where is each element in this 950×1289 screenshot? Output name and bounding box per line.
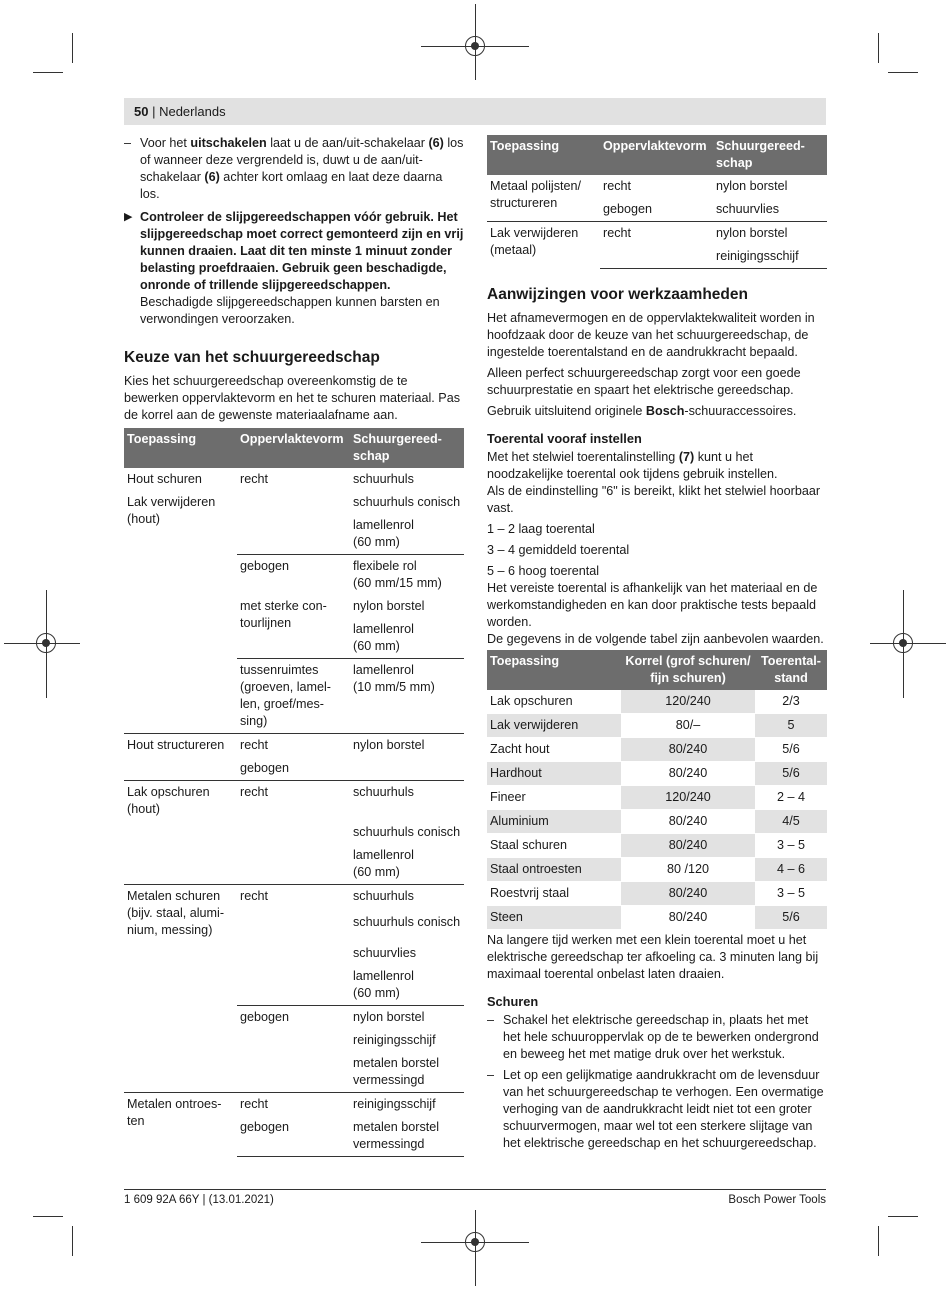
registration-mark-icon [465,36,485,56]
table-header: Oppervlaktevorm [237,428,350,468]
table-row [487,786,827,810]
table-cell: Lak opschuren [487,690,621,714]
crop-mark [888,1216,918,1217]
table-header: Schuurgereed- schap [350,428,464,468]
table-cell: Roestvrij staal [487,882,621,906]
table-row [124,1029,464,1052]
section-title: Aanwijzingen voor werkzaamheden [487,286,748,303]
table-cell: 3 – 5 [755,834,827,858]
table-row [487,738,827,762]
document-number: 1 609 92A 66Y | (13.01.2021) [124,1194,274,1206]
registration-mark-icon [465,1232,485,1252]
text: Schakel het elektrische gereedschap in, plaats het met het hele schuuroppervlak op de te bewerken ondergrond en beweeg het met matige druk over het werkstuk. [503,1013,819,1061]
table-header: Toepassing [487,650,621,690]
table-cell: 5/6 [755,762,827,786]
paragraph: Alleen perfect schuurgereedschap zorgt voor een goede schuurprestatie en spaart het elektrische gereedschap. [487,366,801,397]
subsection-title: Toerental vooraf instellen [487,431,642,446]
table-cell: Staal schuren [487,834,621,858]
table-cell: gebogen [237,555,350,596]
table-cell [237,965,350,1006]
table-cell: reinigingsschijf [713,245,827,269]
table-row [487,222,827,246]
footer-divider [124,1189,826,1190]
table-cell: Metaal polijsten/ structureren [490,179,582,210]
table-cell [124,595,237,618]
table-cell: Lak verwijderen [487,714,621,738]
page-header: 50 | Nederlands [134,104,226,119]
table-row [124,734,464,758]
table-cell: 5 [755,714,827,738]
table-cell: schuurhuls conisch [353,825,461,839]
table-row [124,965,464,1006]
crop-mark [878,33,879,63]
crop-mark [33,72,63,73]
table-row [124,659,464,734]
table-cell [350,757,464,781]
table-cell [124,555,237,596]
section-title: Keuze van het schuurgereedschap [124,349,380,366]
table-cell [600,245,713,269]
table-cell: 80/240 [621,738,755,762]
table-cell: recht [237,734,350,758]
table-cell: 80/240 [621,810,755,834]
intro-paragraph: Kies het schuurgereedschap overeenkomstig de te bewerken oppervlaktevorm en het te schuren materiaal. Pas de korrel aan de gewenste materiaalafname aan. [124,374,461,422]
table-cell [237,1029,350,1052]
table-cell: 2 – 4 [755,786,827,810]
table-cell: lamellenrol (60 mm) [353,622,414,653]
table-cell: gebogen [237,1116,350,1157]
table-cell: metalen borstel vermessingd [353,1056,440,1087]
table-header: Korrel (grof schuren/ fijn schuren) [621,650,755,690]
text: Let op een gelijkmatige aandrukkracht om de levensduur van het schuurgereedschap te verhogen. Een overmatige verhoging van de aandrukkracht leidt niet tot een groter schuurvermogen, maar wel tot een sterkere slijtage van het elektrische gereedschap en het schuurgereedschap. [503,1068,824,1150]
table-cell: Aluminium [487,810,621,834]
table-cell: schuurvlies [716,202,779,216]
table-row [124,821,464,844]
table-cell: Steen [487,906,621,930]
table-cell: 5/6 [755,738,827,762]
table-cell: Lak opschuren (hout) [124,781,237,822]
subsection-title: Schuren [487,994,539,1009]
table-cell: lamellenrol (60 mm) [353,969,414,1000]
text: Voor het [140,136,191,150]
text: -schuuraccessoires. [684,404,797,418]
text: los of wanneer deze vergrendeld is, duwt u de aan/uit-schakelaar [140,136,464,184]
table-cell: recht [600,222,713,246]
arrow-icon: ▶ [124,211,133,223]
table-row [487,882,827,906]
table-row [487,834,827,858]
table-row [124,844,464,885]
table-row [124,1093,464,1117]
table-cell [124,757,237,781]
page-number: 50 [134,104,149,119]
table-cell: Hout structureren [124,734,237,758]
table-row [124,491,464,514]
table-cell: lamellenrol (60 mm) [353,848,414,879]
paragraph [487,449,827,483]
table-cell: metalen borstel vermessingd [350,1116,464,1157]
table-cell: gebogen [603,202,653,216]
table-cell: 120/240 [621,690,755,714]
table-cell [237,514,350,555]
table-cell: Zacht hout [487,738,621,762]
table-cell: 4/5 [755,810,827,834]
table-cell: recht [237,781,350,822]
paragraph: Het afnamevermogen en de oppervlaktekwaliteit worden in hoofdzaak door de keuze van het schuurgereedschap, de ingestelde toerentalstand en de aandrukkracht bepaald. [487,311,815,359]
table-cell: 120/240 [621,786,755,810]
table-cell: 2/3 [755,690,827,714]
table-cell: Hout schuren [127,472,202,486]
table-cell [237,821,350,844]
table-row [487,690,827,714]
table-cell [237,1052,350,1093]
table-header: Toepassing [487,135,600,175]
metal-abrasive-table [487,135,827,269]
warning-text: Beschadigde slijpgereedschappen kunnen barsten en verwondingen veroorzaken. [140,295,440,326]
table-cell: reinigingsschijf [350,1093,464,1117]
table-row [124,595,464,618]
safety-warning [124,209,464,328]
table-header: Schuurgereed- schap [713,135,827,175]
table-cell [124,1029,237,1052]
table-cell [237,844,350,885]
table-cell: 80/240 [621,834,755,858]
crop-mark [72,1226,73,1256]
table-cell: Staal ontroesten [487,858,621,882]
paragraph [487,403,827,420]
table-cell: nylon borstel [716,179,788,193]
table-cell: met sterke con- tourlijnen [240,599,327,630]
table-cell: Metalen schuren (bijv. staal, alumi- nium, messing) [124,885,237,943]
text: (6) [428,136,444,150]
table-cell: schuurhuls conisch [353,495,461,509]
crop-mark [72,33,73,63]
warning-bold-text: Controleer de slijpgereedschappen vóór gebruik. Het slijpgereedschap moet correct gemonteerd zijn en vrij kunnen draaien. Laat dit ten minste 1 minuut zonder belasting proefdraaien. Gebruik geen beschadigde, onronde of trillende slijpgereedschappen. [140,210,464,292]
table-header: Toepassing [124,428,237,468]
text: Gebruik uitsluitend originele [487,404,646,418]
paragraph: Na langere tijd werken met een klein toerental moet u het elektrische gereedschap ter afkoeling ca. 3 minuten lang bij maximaal toerental onbelast laten draaien. [487,933,819,981]
table-row [487,906,827,930]
table-row [124,757,464,781]
table-cell: recht [240,472,268,486]
table-cell: gebogen [237,1006,350,1030]
left-column [124,135,464,1157]
table-cell: lamellenrol (10 mm/5 mm) [350,659,464,734]
text: achter kort omlaag en laat deze daarna los. [140,170,443,201]
table-cell: Metalen ontroes- ten [124,1093,237,1157]
speed-level: 1 – 2 laag toerental [487,522,595,536]
table-header: Toerental- stand [755,650,827,690]
paragraph: Het vereiste toerental is afhankelijk van het materiaal en de werkomstandigheden en kan door praktische tests bepaald worden. [487,581,818,629]
table-cell: Lak verwijderen (hout) [127,495,216,526]
table-cell: 3 – 5 [755,882,827,906]
table-cell: 80/240 [621,882,755,906]
text: uitschakelen [190,136,267,150]
table-cell: 5/6 [755,906,827,930]
table-row [487,858,827,882]
table-cell: 4 – 6 [755,858,827,882]
table-cell: 80/240 [621,762,755,786]
table-cell: tussenruimtes (groeven, lamel- len, groef/mes- sing) [237,659,350,734]
paragraph: De gegevens in de volgende tabel zijn aanbevolen waarden. [487,632,824,646]
table-cell: gebogen [240,761,290,775]
table-cell [124,965,237,1006]
brand-footer: Bosch Power Tools [728,1194,826,1206]
table-cell: schuurhuls [350,781,464,822]
right-column [487,135,827,1156]
table-cell [124,618,237,659]
text: laat u de aan/uit-schakelaar [266,136,429,150]
table-row [124,942,464,965]
table-cell: schuurhuls [353,472,414,486]
registration-mark-icon [36,633,56,653]
table-cell: recht [237,1093,350,1117]
instruction-item: – Schakel het elektrische gereedschap in, plaats het met het hele schuuroppervlak op de te bewerken ondergrond en beweeg het met matige druk over het werkstuk. [487,1013,819,1061]
table-cell: schuurhuls schuurhuls conisch [350,885,464,943]
table-cell: nylon borstel [350,734,464,758]
table-cell: 80/– [621,714,755,738]
table-cell: recht [603,179,631,193]
crop-mark [33,1216,63,1217]
table-row [124,885,464,943]
table-cell [124,1052,237,1093]
table-cell: reinigingsschijf [353,1033,436,1047]
paragraph: Als de eindinstelling "6" is bereikt, klikt het stelwiel hoorbaar vast. [487,484,821,515]
table-cell [124,821,237,844]
text: (7) [678,450,695,464]
crop-mark [888,72,918,73]
page-header-bar [124,98,826,125]
table-cell [124,942,237,965]
table-cell: nylon borstel [713,222,827,246]
text: (6) [204,170,220,184]
instruction-item: – Let op een gelijkmatige aandrukkracht om de levensduur van het schuurgereedschap te verhogen. Een overmatige verhoging van de aandrukkracht leidt niet tot een groter schuurvermogen, maar wel tot een sterkere slijtage van het elektrische gereedschap en het schuurgereedschap. [487,1068,824,1150]
table-header: Oppervlaktevorm [600,135,713,175]
crop-mark [878,1226,879,1256]
table-row [124,468,464,491]
table-row [487,762,827,786]
speed-level: 3 – 4 gemiddeld toerental [487,543,630,557]
table-cell: nylon borstel [350,1006,464,1030]
table-cell: Lak verwijderen (metaal) [487,222,600,269]
table-row [487,810,827,834]
grit-speed-table [487,650,827,930]
table-cell: Fineer [487,786,621,810]
table-cell: 80 /120 [621,858,755,882]
abrasive-selection-table [124,428,464,1157]
table-cell [124,844,237,885]
registration-mark-icon [893,633,913,653]
table-row [487,175,827,198]
table-cell: lamellenrol (60 mm) [353,518,414,549]
table-cell: schuurvlies [353,946,416,960]
text: Bosch [645,404,685,418]
table-cell: Hardhout [487,762,621,786]
text: Met het stelwiel toerentalinstelling [487,450,679,464]
table-cell: nylon borstel [353,599,425,613]
table-row [124,1006,464,1030]
table-cell [237,491,350,514]
table-cell [124,1006,237,1030]
text: kunt u het noodzakelijke toerental ook tijdens gebruik instellen. [487,450,778,481]
table-row [124,555,464,596]
table-row [124,1052,464,1093]
table-cell: 80/240 [621,906,755,930]
table-row [124,781,464,822]
table-cell: flexibele rol (60 mm/15 mm) [350,555,464,596]
table-row [487,714,827,738]
table-cell: recht [237,885,350,943]
table-cell [124,659,237,734]
page-language: Nederlands [159,104,226,119]
speed-level: 5 – 6 hoog toerental [487,564,600,578]
table-cell [237,942,350,965]
switch-off-instruction: – Voor het uitschakelen laat u de aan/uit-schakelaar (6) los of wanneer deze vergrendeld is, duwt u de aan/uit-schakelaar (6) achter kort omlaag en laat deze daarna los. [124,136,464,201]
